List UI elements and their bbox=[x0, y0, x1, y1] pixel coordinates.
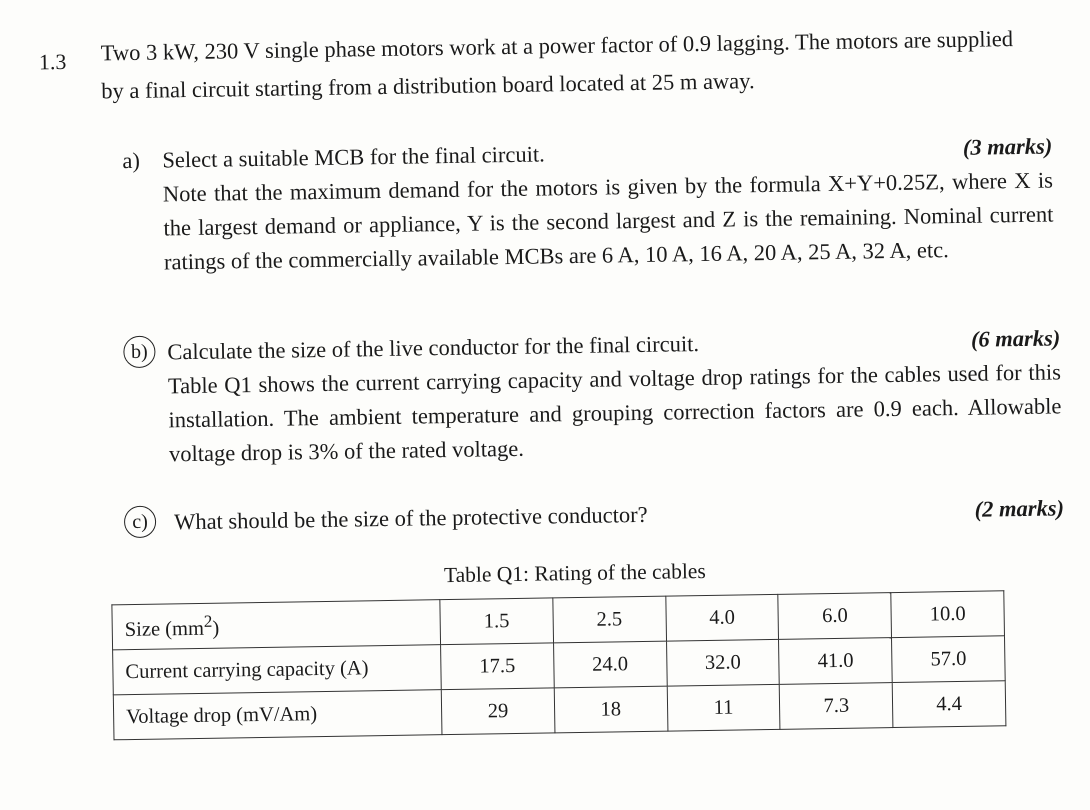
cable-rating-table bbox=[111, 590, 1006, 740]
table-cell: 4.4 bbox=[892, 681, 1006, 728]
table-caption: Table Q1: Rating of the cables bbox=[443, 558, 706, 588]
part-b bbox=[130, 321, 1062, 471]
table-cell: 1.5 bbox=[440, 598, 553, 645]
part-a-letter: a) bbox=[122, 147, 141, 174]
table-cell: 11 bbox=[667, 684, 780, 731]
part-b-circled-letter bbox=[123, 336, 155, 368]
table-cell: 57.0 bbox=[892, 636, 1006, 683]
part-a-marks: (3 marks) bbox=[962, 133, 1053, 160]
row-header-tail: ) bbox=[212, 617, 220, 640]
row-header-superscript: 2 bbox=[203, 611, 213, 631]
part-b-letter: b) bbox=[130, 340, 148, 363]
part-b-note: Table Q1 shows the current carrying capacity and voltage drop ratings for the cables used for this installation. The ambient temperature and grouping correction factors are 0.9 each. Allowable voltage drop is 3% of the rated voltage. bbox=[167, 359, 1062, 467]
table-cell: 24.0 bbox=[553, 641, 666, 688]
row-header-current: Current carrying capacity (A) bbox=[113, 645, 442, 695]
table-cell: 32.0 bbox=[666, 639, 779, 686]
part-c-question: What should be the size of the protective conductor? bbox=[173, 501, 648, 535]
table-cell: 10.0 bbox=[891, 591, 1005, 638]
table-cell: 4.0 bbox=[665, 594, 778, 641]
part-b-question: Calculate the size of the live conductor for the final circuit. bbox=[167, 331, 700, 365]
part-b-marks: (6 marks) bbox=[970, 325, 1061, 352]
part-a-question: Select a suitable MCB for the final circuit. bbox=[162, 141, 545, 173]
table-cell: 6.0 bbox=[778, 593, 891, 640]
part-c-letter: c) bbox=[132, 510, 149, 533]
table-cell: 7.3 bbox=[780, 683, 893, 730]
row-header-voltage-drop: Voltage drop (mV/Am) bbox=[113, 690, 442, 740]
table-cell: 17.5 bbox=[441, 643, 554, 690]
row-header-size bbox=[112, 600, 441, 650]
part-c-marks: (2 marks) bbox=[974, 495, 1065, 522]
table-cell: 18 bbox=[554, 686, 667, 733]
row-header-label: Size (mm bbox=[124, 617, 205, 641]
table-cell: 2.5 bbox=[553, 596, 666, 643]
question-stem: Two 3 kW, 230 V single phase motors work at a power factor of 0.9 lagging. The motors are supplied by a final circuit starting from a distribution board located at 25 m away. bbox=[100, 26, 1014, 104]
part-c-circled-letter bbox=[124, 506, 156, 538]
part-c bbox=[132, 491, 1065, 539]
part-a-note: Note that the maximum demand for the motors is given by the formula X+Y+0.25Z, where X is the largest demand or appliance, Y is the second largest and Z is the remaining. Nominal current ratings of the commercially available MCBs are 6 A, 10 A, 16 A, 20 A, 25 A, 32 A, etc. bbox=[162, 167, 1054, 275]
part-a bbox=[122, 129, 1054, 279]
table-cell: 41.0 bbox=[779, 638, 892, 685]
table-cell: 29 bbox=[441, 688, 554, 735]
question-number: 1.3 bbox=[38, 48, 67, 75]
